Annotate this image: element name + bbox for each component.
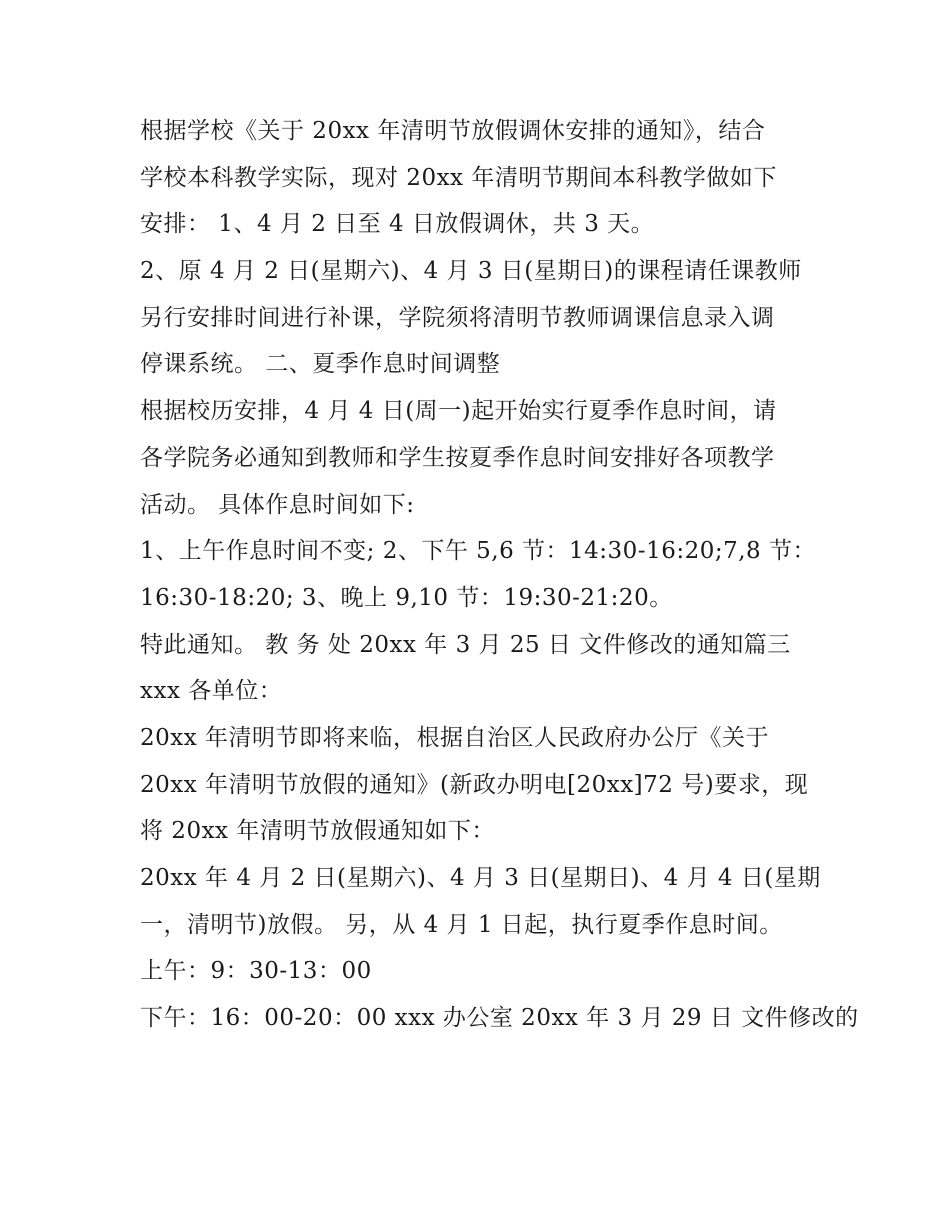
text-line: 16:30-18:20; 3、晚上 9,10 节：19:30-21:20。 [140,584,673,611]
text-line: 一，清明节)放假。 另，从 4 月 1 日起，执行夏季作息时间。 [140,911,783,938]
text-line: 将 20xx 年清明节放假通知如下： [140,818,495,845]
text-line: 下午：16：00-20：00 xxx 办公室 20xx 年 3 月 29 日 文件修改的 [140,1005,859,1032]
text-line: 20xx 年清明节放假的通知》(新政办明电[20xx]72 号)要求，现 [140,771,809,798]
text-line: 活动。 具体作息时间如下: [140,491,415,518]
document-body [140,108,859,1042]
text-line: 1、上午作息时间不变; 2、下午 5,6 节：14:30-16:20;7,8 节： [140,538,816,565]
text-line: 2、原 4 月 2 日(星期六)、4 月 3 日(星期日)的课程请任课教师 [140,258,802,285]
text-line: 特此通知。 教 务 处 20xx 年 3 月 25 日 文件修改的通知篇三 [140,631,791,658]
text-line: 学校本科教学实际，现对 20xx 年清明节期间本科教学做如下 [140,164,777,191]
text-line: 上午：9：30-13：00 [140,958,372,985]
text-line: 根据学校《关于 20xx 年清明节放假调休安排的通知》，结合 [140,118,766,144]
text-line: 另行安排时间进行补课，学院须将清明节教师调课信息录入调 [140,304,775,331]
text-line: 各学院务必通知到教师和学生按夏季作息时间安排好各项教学 [140,444,775,471]
text-line: 20xx 年 4 月 2 日(星期六)、4 月 3 日(星期日)、4 月 4 日(星期 [140,865,821,891]
text-line: xxx 各单位： [140,678,283,705]
text-line: 安排： 1、4 月 2 日至 4 日放假调休，共 3 天。 [140,211,655,238]
text-line: 根据校历安排，4 月 4 日(周一)起开始实行夏季作息时间，请 [140,398,777,425]
text-line: 停课系统。 二、夏季作息时间调整 [140,351,501,378]
text-line: 20xx 年清明节即将来临，根据自治区人民政府办公厅《关于 [140,724,770,751]
